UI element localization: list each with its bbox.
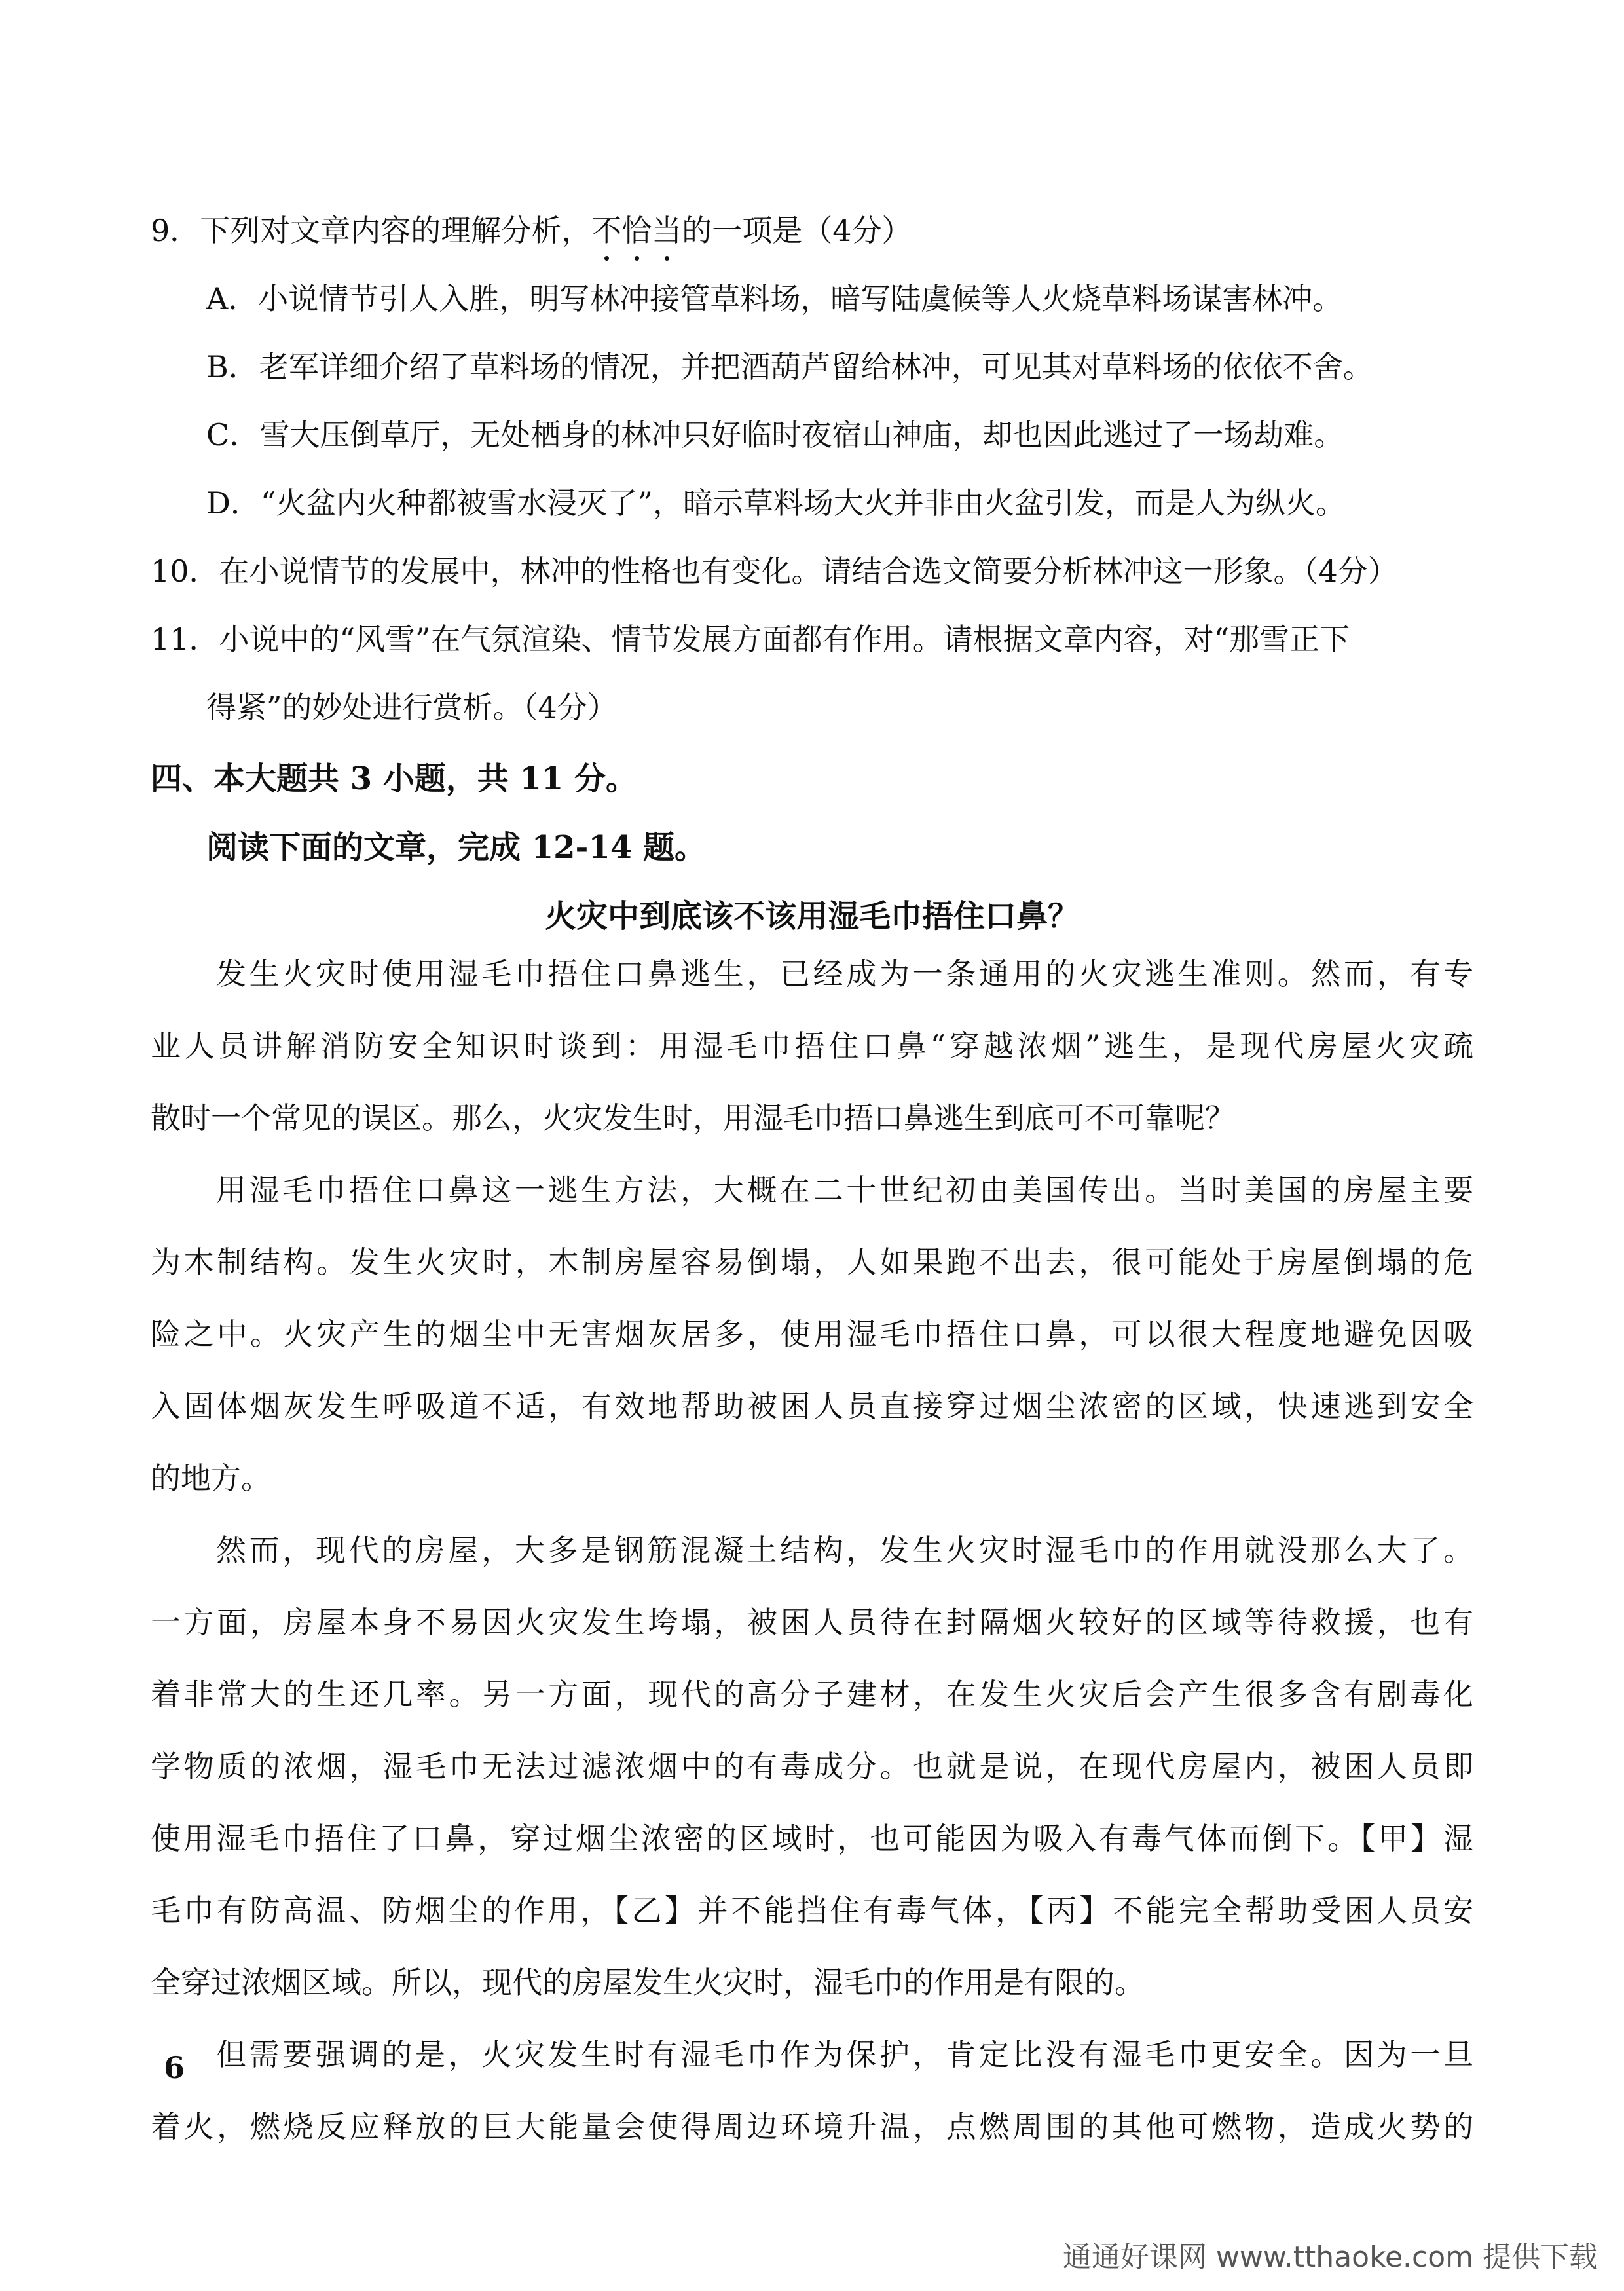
article-line: 着非常大的生还几率。另一方面，现代的高分子建材，在发生火灾后会产生很多含有剧毒化: [151, 1677, 1473, 1712]
article-line: 业人员讲解消防安全知识时谈到：用湿毛巾捂住口鼻“穿越浓烟”逃生，是现代房屋火灾疏: [151, 1028, 1473, 1064]
section-instruction: 阅读下面的文章，完成 12-14 题。: [206, 829, 706, 866]
article-line: 的地方。: [151, 1461, 271, 1496]
article-line: 散时一个常见的误区。那么，火灾发生时，用湿毛巾捂口鼻逃生到底可不可靠呢？: [151, 1100, 1235, 1136]
question-9-emphasis: [591, 213, 682, 248]
watermark-text: 通通好课网 www.tthaoke.com 提供下载: [1062, 2241, 1598, 2274]
article-body: [151, 953, 1473, 2178]
article-line: 学物质的浓烟，湿毛巾无法过滤浓烟中的有毒成分。也就是说，在现代房屋内，被困人员即: [151, 1749, 1473, 1784]
article-line: 然而，现代的房屋，大多是钢筋混凝土结构，发生火灾时湿毛巾的作用就没那么大了。: [216, 1533, 1473, 1568]
article-line: 全穿过浓烟区域。所以，现代的房屋发生火灾时，湿毛巾的作用是有限的。: [151, 1965, 1145, 2000]
article-line: 为木制结构。发生火灾时，木制房屋容易倒塌，人如果跑不出去，很可能处于房屋倒塌的危: [151, 1244, 1473, 1280]
article-line: 但需要强调的是，火灾发生时有湿毛巾作为保护，肯定比没有湿毛巾更安全。因为一旦: [216, 2037, 1473, 2072]
article-line: 发生火灾时使用湿毛巾捂住口鼻逃生，已经成为一条通用的火灾逃生准则。然而，有专: [216, 956, 1473, 992]
article-title: 火灾中到底该不该用湿毛巾捂住口鼻？: [544, 898, 1079, 935]
question-9-option-d: D．“火盆内火种都被雪水浸灭了”，暗示草料场大火并非由火盆引发，而是人为纵火。: [206, 485, 1346, 521]
question-11-line-2: 得紧”的妙处进行赏析。（4分）: [206, 690, 618, 725]
question-9-option-b: B．老军详细介绍了草料场的情况，并把酒葫芦留给林冲，可见其对草料场的依依不舍。: [206, 349, 1373, 384]
question-9-option-c: C．雪大压倒草厅，无处栖身的林冲只好临时夜宿山神庙，却也因此逃过了一场劫难。: [206, 417, 1344, 453]
questions-block: [151, 210, 1493, 754]
emphasis-char: 当: [652, 210, 682, 251]
section-heading: 四、本大题共 3 小题，共 11 分。: [151, 760, 638, 797]
emphasis-char: 恰: [621, 210, 652, 251]
article-line: 着火，燃烧反应释放的巨大能量会使得周边环境升温，点燃周围的其他可燃物，造成火势的: [151, 2109, 1473, 2144]
emphasis-char: 不: [591, 210, 621, 251]
article-line: 险之中。火灾产生的烟尘中无害烟灰居多，使用湿毛巾捂住口鼻，可以很大程度地避免因吸: [151, 1316, 1473, 1352]
article-line: 一方面，房屋本身不易因火灾发生垮塌，被困人员待在封隔烟火较好的区域等待救援，也有: [151, 1605, 1473, 1640]
question-9-option-a: A．小说情节引人入胜，明写林冲接管草料场，暗写陆虞候等人火烧草料场谋害林冲。: [206, 281, 1343, 316]
article-line: 用湿毛巾捂住口鼻这一逃生方法，大概在二十世纪初由美国传出。当时美国的房屋主要: [216, 1172, 1473, 1208]
page-number: 6: [164, 2050, 185, 2085]
article-line: 毛巾有防高温、防烟尘的作用，【乙】并不能挡住有毒气体，【丙】不能完全帮助受困人员安: [151, 1893, 1473, 1928]
question-9-stem-pre: 9．下列对文章内容的理解分析，: [151, 213, 592, 248]
question-9-stem-post: 的一项是（4分）: [682, 213, 912, 248]
question-9-stem: [151, 210, 1493, 278]
question-10: 10．在小说情节的发展中，林冲的性格也有变化。请结合选文简要分析林冲这一形象。（4分）: [151, 553, 1398, 589]
article-line: 使用湿毛巾捂住了口鼻，穿过烟尘浓密的区域时，也可能因为吸入有毒气体而倒下。【甲】湿: [151, 1821, 1473, 1856]
article-line: 入固体烟灰发生呼吸道不适，有效地帮助被困人员直接穿过烟尘浓密的区域，快速逃到安全: [151, 1388, 1473, 1424]
question-11-line-1: 11．小说中的“风雪”在气氛渲染、情节发展方面都有作用。请根据文章内容，对“那雪正下: [151, 622, 1350, 657]
